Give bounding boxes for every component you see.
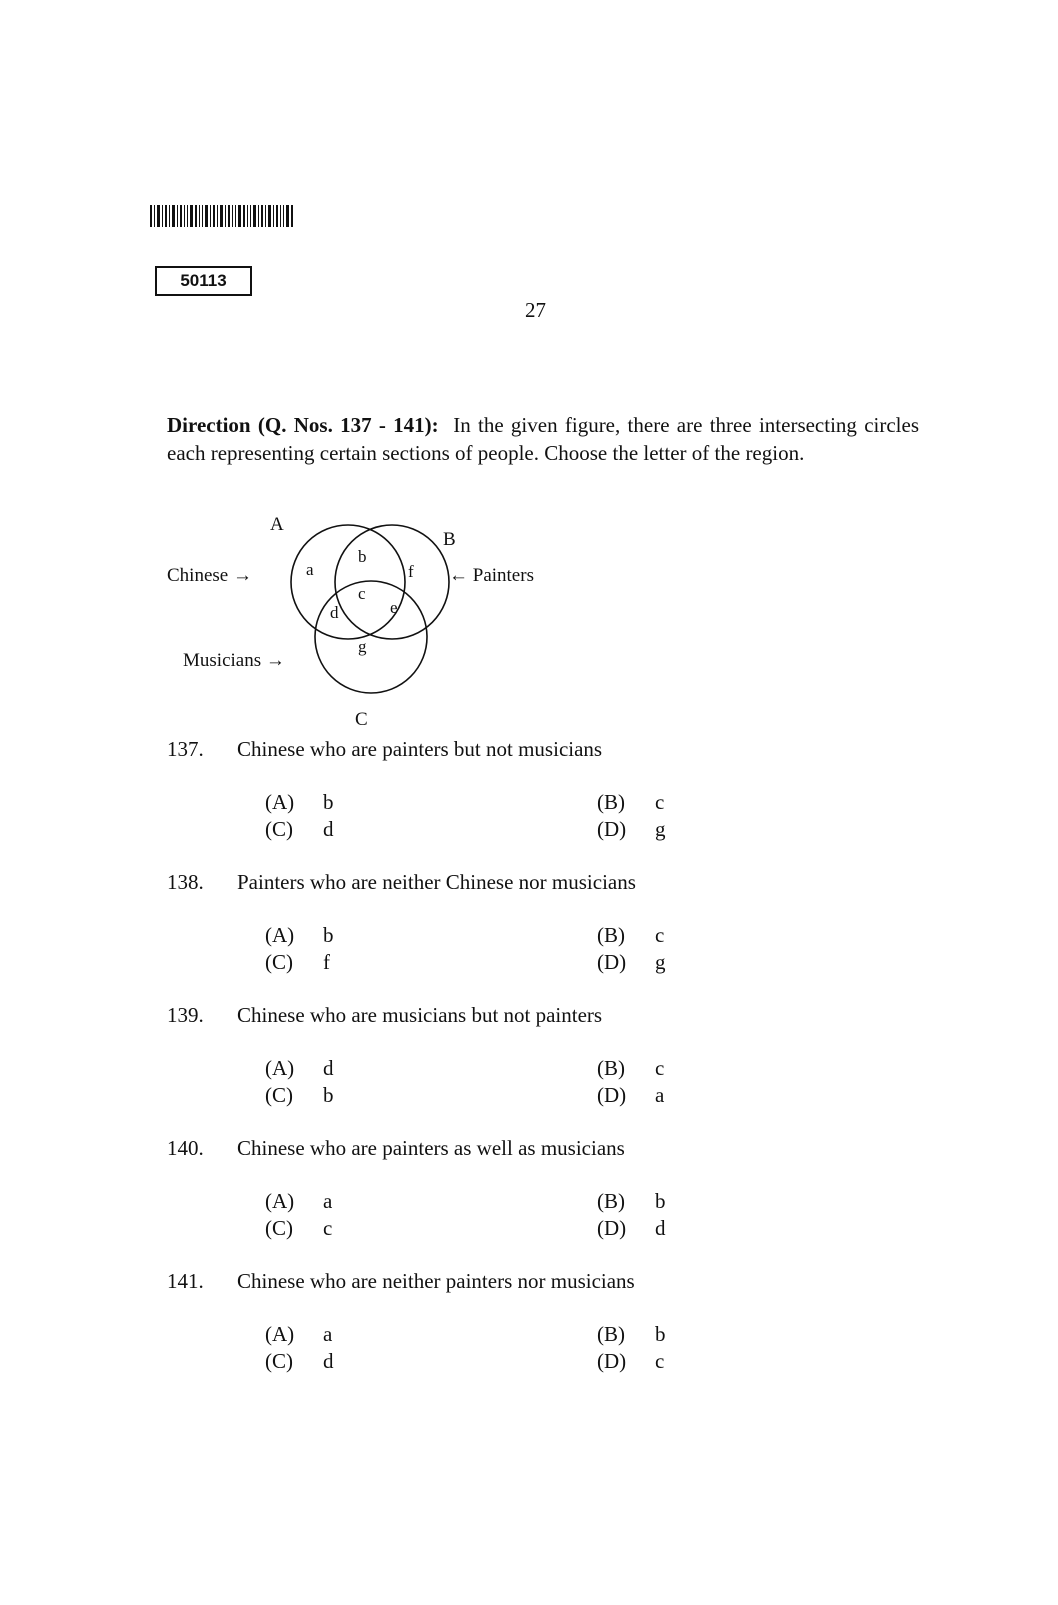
region-a: a bbox=[306, 560, 314, 579]
option-a[interactable]: (A) a bbox=[265, 1189, 333, 1213]
option-a[interactable]: (A) b bbox=[265, 923, 334, 947]
option-a[interactable]: (A) b bbox=[265, 790, 334, 814]
option-c[interactable]: (C) c bbox=[265, 1216, 333, 1240]
question-text: Chinese who are painters as well as musicians bbox=[237, 1136, 625, 1160]
question-number: 137. bbox=[167, 737, 204, 761]
question-number: 140. bbox=[167, 1136, 204, 1160]
option-c[interactable]: (C) b bbox=[265, 1083, 334, 1107]
question-number: 141. bbox=[167, 1269, 204, 1293]
circle-a-label: A bbox=[270, 515, 284, 535]
question-text: Chinese who are painters but not musicians bbox=[237, 737, 603, 761]
page-number: 27 bbox=[525, 298, 546, 322]
question-text: Chinese who are musicians but not painters bbox=[237, 1003, 603, 1027]
option-d[interactable]: (D) d bbox=[597, 1216, 666, 1240]
option-b[interactable]: (B) b bbox=[597, 1189, 666, 1213]
painters-label: ← Painters bbox=[449, 565, 534, 586]
option-d[interactable]: (D) g bbox=[597, 817, 666, 841]
direction-text: In the given figure, there are three intersecting circles each representing certain sections of people. Choose the letter of the region. bbox=[167, 413, 919, 465]
region-g: g bbox=[358, 637, 367, 656]
chinese-label: Chinese → bbox=[167, 565, 252, 586]
direction-label: Direction (Q. Nos. 137 - 141): bbox=[167, 413, 439, 437]
option-c[interactable]: (C) d bbox=[265, 817, 334, 841]
option-c[interactable]: (C) f bbox=[265, 950, 330, 974]
question-number: 138. bbox=[167, 870, 204, 894]
question-text: Chinese who are neither painters nor musicians bbox=[237, 1269, 635, 1293]
barcode bbox=[150, 205, 295, 227]
musicians-label: Musicians → bbox=[183, 650, 285, 671]
question-number: 139. bbox=[167, 1003, 204, 1027]
option-a[interactable]: (A) d bbox=[265, 1056, 334, 1080]
circle-b bbox=[335, 525, 449, 639]
option-b[interactable]: (B) c bbox=[597, 1056, 665, 1080]
region-f: f bbox=[408, 562, 414, 581]
option-a[interactable]: (A) a bbox=[265, 1322, 333, 1346]
option-d[interactable]: (D) g bbox=[597, 950, 666, 974]
circle-a bbox=[291, 525, 405, 639]
region-d: d bbox=[330, 603, 339, 622]
region-b: b bbox=[358, 547, 367, 566]
direction-paragraph bbox=[167, 411, 919, 467]
venn-diagram bbox=[160, 515, 580, 735]
option-d[interactable]: (D) c bbox=[597, 1349, 665, 1373]
option-c[interactable]: (C) d bbox=[265, 1349, 334, 1373]
question-text: Painters who are neither Chinese nor musicians bbox=[237, 870, 636, 894]
region-e: e bbox=[390, 598, 398, 617]
option-b[interactable]: (B) c bbox=[597, 923, 665, 947]
paper-code: 50113 bbox=[155, 266, 252, 296]
circle-b-label: B bbox=[443, 529, 456, 550]
option-b[interactable]: (B) c bbox=[597, 790, 665, 814]
option-b[interactable]: (B) b bbox=[597, 1322, 666, 1346]
region-c: c bbox=[358, 584, 366, 603]
option-d[interactable]: (D) a bbox=[597, 1083, 665, 1107]
circle-c-label: C bbox=[355, 709, 368, 730]
